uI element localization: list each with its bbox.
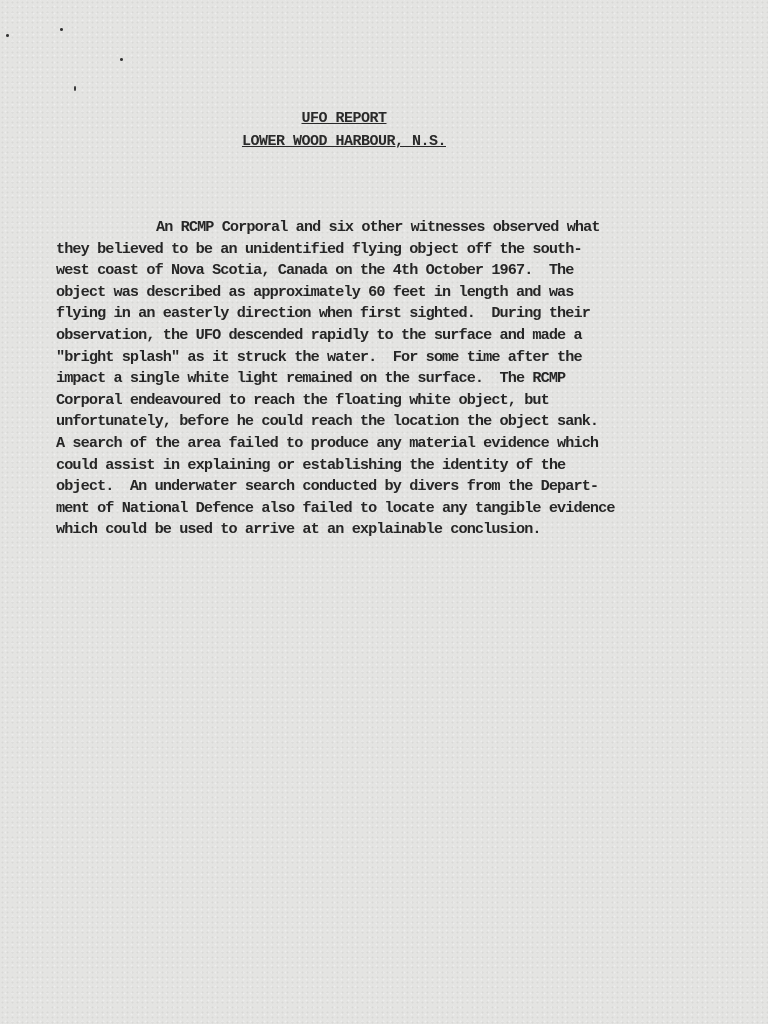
speck-mark (60, 28, 63, 31)
body-line: object was described as approximately 60 feet in length and was (56, 282, 574, 301)
report-body (56, 217, 746, 541)
body-line: could assist in explaining or establishing the identity of the (56, 455, 566, 474)
body-line: which could be used to arrive at an explainable conclusion. (56, 520, 541, 539)
body-line: object. An underwater search conducted by divers from the Depart- (56, 477, 599, 496)
report-location: LOWER WOOD HARBOUR, N.S. (241, 133, 447, 150)
body-line: A search of the area failed to produce any material evidence which (56, 433, 599, 452)
speck-mark (74, 86, 76, 91)
body-line: they believed to be an unidentified flying object off the south- (56, 239, 582, 258)
body-line: west coast of Nova Scotia, Canada on the 4th October 1967. The (56, 261, 574, 280)
body-line: Corporal endeavoured to reach the floating white object, but (56, 390, 549, 409)
body-line: impact a single white light remained on the surface. The RCMP (56, 369, 566, 388)
speck-mark (120, 58, 123, 61)
body-line: unfortunately, before he could reach the location the object sank. (56, 412, 599, 431)
report-title: UFO REPORT (301, 110, 387, 127)
speck-mark (6, 34, 9, 37)
body-line: "bright splash" as it struck the water. For some time after the (56, 347, 582, 366)
body-line: An RCMP Corporal and six other witnesses observed what (156, 218, 600, 236)
body-line: flying in an easterly direction when first sighted. During their (56, 304, 590, 323)
body-line: observation, the UFO descended rapidly to the surface and made a (56, 325, 582, 344)
body-line: ment of National Defence also failed to locate any tangible evidence (56, 498, 615, 517)
